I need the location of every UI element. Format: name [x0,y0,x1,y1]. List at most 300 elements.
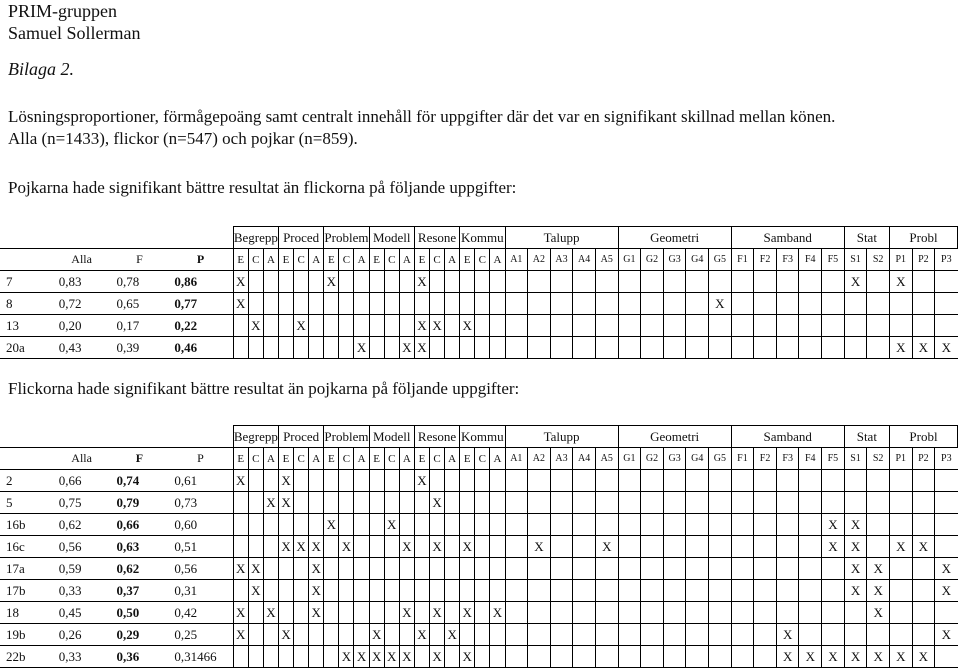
sub-header: A [309,249,324,271]
empty-cell [384,492,399,514]
sub-header: F1 [731,448,754,470]
empty-cell [799,536,822,558]
x-mark: X [709,293,732,315]
empty-cell [618,646,641,668]
empty-cell [369,514,384,536]
empty-cell [799,602,822,624]
x-mark: X [414,470,429,492]
x-mark: X [399,646,414,668]
empty-cell [339,293,354,315]
empty-cell [233,580,248,602]
empty-cell [460,337,475,359]
empty-cell [663,646,686,668]
empty-cell [294,337,309,359]
author-name: Samuel Sollerman [8,23,141,43]
empty-cell [309,646,324,668]
x-mark: X [278,492,293,514]
stat-header-alla: Alla [53,448,111,470]
empty-cell [445,492,460,514]
sub-header: F5 [822,448,845,470]
empty-cell [490,293,505,315]
empty-cell [550,470,573,492]
empty-cell [641,536,664,558]
x-mark: X [233,271,248,293]
empty-cell [731,271,754,293]
x-mark: X [233,624,248,646]
empty-cell [776,514,799,536]
empty-cell [309,315,324,337]
empty-cell [935,492,958,514]
empty-cell [573,293,596,315]
task-header-spacer [0,249,53,271]
empty-cell [731,514,754,536]
x-mark: X [324,271,339,293]
empty-cell [460,470,475,492]
empty-cell [309,293,324,315]
empty-cell [912,514,935,536]
empty-cell [799,293,822,315]
empty-cell [490,580,505,602]
sub-header: G5 [709,448,732,470]
empty-cell [263,646,278,668]
value-p: 0,86 [168,271,233,293]
empty-cell [550,624,573,646]
sub-header: A2 [528,448,551,470]
value-f: 0,79 [111,492,169,514]
empty-cell [233,492,248,514]
x-mark: X [369,624,384,646]
sub-header: E [233,448,248,470]
group-header: Samband [731,426,844,448]
sub-header: F5 [822,249,845,271]
empty-cell [889,315,912,337]
empty-cell [445,315,460,337]
empty-cell [505,580,528,602]
empty-cell [709,602,732,624]
x-mark: X [399,602,414,624]
empty-cell [641,337,664,359]
empty-cell [505,470,528,492]
empty-cell [935,271,958,293]
x-mark: X [309,580,324,602]
empty-cell [445,602,460,624]
empty-cell [324,492,339,514]
empty-cell [354,558,369,580]
empty-cell [248,624,263,646]
empty-cell [294,470,309,492]
empty-cell [776,271,799,293]
x-mark: X [867,558,890,580]
empty-cell [490,514,505,536]
empty-cell [663,337,686,359]
sub-header: A [445,249,460,271]
sub-header: A3 [550,448,573,470]
task-number: 13 [0,315,53,337]
sub-header: P3 [935,249,958,271]
empty-cell [912,602,935,624]
empty-cell [414,293,429,315]
empty-cell [822,492,845,514]
x-mark: X [460,536,475,558]
empty-cell [550,492,573,514]
x-mark: X [248,558,263,580]
empty-cell [278,315,293,337]
empty-cell [618,470,641,492]
table-row [0,558,958,580]
value-f: 0,62 [111,558,169,580]
empty-cell [663,470,686,492]
sub-header: G4 [686,448,709,470]
empty-cell [595,337,618,359]
empty-cell [399,558,414,580]
value-f: 0,63 [111,536,169,558]
value-p: 0,31 [168,580,233,602]
x-mark: X [233,602,248,624]
empty-cell [686,602,709,624]
empty-cell [445,271,460,293]
empty-cell [595,646,618,668]
empty-cell [339,580,354,602]
empty-cell [309,337,324,359]
empty-cell [263,470,278,492]
empty-cell [573,646,596,668]
empty-cell [505,315,528,337]
group-header: Stat [844,426,889,448]
empty-cell [278,337,293,359]
x-mark: X [233,470,248,492]
empty-cell [505,492,528,514]
empty-cell [595,580,618,602]
empty-cell [731,337,754,359]
empty-cell [686,337,709,359]
header-spacer [0,227,233,249]
sub-header: A [309,448,324,470]
empty-cell [528,470,551,492]
empty-cell [430,514,445,536]
sub-header: E [414,249,429,271]
x-mark: X [430,492,445,514]
empty-cell [505,558,528,580]
empty-cell [754,558,777,580]
sub-header: F2 [754,249,777,271]
empty-cell [233,536,248,558]
empty-cell [595,602,618,624]
x-mark: X [528,536,551,558]
empty-cell [445,470,460,492]
sub-header: A [445,448,460,470]
empty-cell [430,337,445,359]
empty-cell [686,624,709,646]
x-mark: X [278,624,293,646]
empty-cell [278,293,293,315]
empty-cell [294,492,309,514]
empty-cell [475,492,490,514]
empty-cell [709,337,732,359]
empty-cell [754,470,777,492]
empty-cell [731,470,754,492]
empty-cell [573,624,596,646]
x-mark: X [354,646,369,668]
empty-cell [369,271,384,293]
sub-header: F4 [799,448,822,470]
value-alla: 0,26 [53,624,111,646]
sub-header: F3 [776,448,799,470]
empty-cell [573,580,596,602]
empty-cell [550,602,573,624]
x-mark: X [595,536,618,558]
group-header: Problem [324,227,369,249]
group-header: Proced [278,227,323,249]
empty-cell [384,271,399,293]
empty-cell [399,492,414,514]
empty-cell [889,470,912,492]
empty-cell [686,558,709,580]
x-mark: X [430,646,445,668]
empty-cell [663,492,686,514]
x-mark: X [844,558,867,580]
empty-cell [490,337,505,359]
table-row [0,602,958,624]
empty-cell [912,624,935,646]
empty-cell [686,514,709,536]
sub-header: C [384,448,399,470]
task-number: 18 [0,602,53,624]
empty-cell [263,580,278,602]
table-row [0,580,958,602]
empty-cell [430,271,445,293]
x-mark: X [309,558,324,580]
empty-cell [573,514,596,536]
x-mark: X [233,293,248,315]
group-header: Resone [414,426,459,448]
group-header: Talupp [505,227,618,249]
empty-cell [505,646,528,668]
empty-cell [490,492,505,514]
x-mark: X [354,337,369,359]
empty-cell [799,558,822,580]
empty-cell [709,271,732,293]
empty-cell [595,624,618,646]
empty-cell [475,602,490,624]
value-f: 0,78 [111,271,169,293]
empty-cell [935,470,958,492]
empty-cell [844,470,867,492]
group-header: Geometri [618,227,731,249]
empty-cell [799,337,822,359]
empty-cell [294,293,309,315]
x-mark: X [844,514,867,536]
empty-cell [505,536,528,558]
empty-cell [399,514,414,536]
empty-cell [754,646,777,668]
empty-cell [799,271,822,293]
empty-cell [686,271,709,293]
sub-header: C [475,249,490,271]
empty-cell [324,602,339,624]
empty-cell [663,271,686,293]
empty-cell [686,470,709,492]
empty-cell [324,536,339,558]
empty-cell [490,315,505,337]
sub-header: P3 [935,448,958,470]
value-p: 0,22 [168,315,233,337]
empty-cell [294,646,309,668]
empty-cell [663,536,686,558]
empty-cell [595,558,618,580]
sub-header: A1 [505,249,528,271]
empty-cell [505,624,528,646]
empty-cell [754,602,777,624]
empty-cell [475,337,490,359]
empty-cell [776,470,799,492]
sub-header: E [233,249,248,271]
x-mark: X [324,514,339,536]
empty-cell [776,492,799,514]
empty-cell [867,624,890,646]
empty-cell [339,514,354,536]
x-mark: X [935,337,958,359]
empty-cell [445,514,460,536]
empty-cell [445,580,460,602]
intro-line-2: Alla (n=1433), flickor (n=547) och pojkar (n=859). [8,129,358,148]
empty-cell [324,624,339,646]
sub-header: A3 [550,249,573,271]
empty-cell [754,580,777,602]
empty-cell [550,558,573,580]
empty-cell [414,558,429,580]
x-mark: X [430,536,445,558]
empty-cell [573,558,596,580]
empty-cell [248,646,263,668]
empty-cell [384,624,399,646]
empty-cell [663,602,686,624]
sub-header: E [460,448,475,470]
empty-cell [430,624,445,646]
empty-cell [822,558,845,580]
empty-cell [844,492,867,514]
empty-cell [641,492,664,514]
empty-cell [354,514,369,536]
empty-cell [663,315,686,337]
empty-cell [822,470,845,492]
value-p: 0,61 [168,470,233,492]
empty-cell [776,602,799,624]
empty-cell [686,580,709,602]
sub-header: A [399,249,414,271]
empty-cell [528,293,551,315]
x-mark: X [822,514,845,536]
empty-cell [414,646,429,668]
sub-header: E [369,249,384,271]
empty-cell [369,602,384,624]
empty-cell [263,337,278,359]
table-row [0,536,958,558]
x-mark: X [399,337,414,359]
value-p: 0,42 [168,602,233,624]
task-number: 17b [0,580,53,602]
task-number: 19b [0,624,53,646]
empty-cell [912,492,935,514]
x-mark: X [889,337,912,359]
sub-header: S1 [844,249,867,271]
empty-cell [528,271,551,293]
table-row [0,271,958,293]
empty-cell [339,315,354,337]
task-number: 2 [0,470,53,492]
sub-header: P1 [889,249,912,271]
empty-cell [799,580,822,602]
empty-cell [248,536,263,558]
empty-cell [799,315,822,337]
empty-cell [822,580,845,602]
x-mark: X [430,602,445,624]
task-number: 8 [0,293,53,315]
sub-header: A4 [573,249,596,271]
empty-cell [505,293,528,315]
x-mark: X [912,536,935,558]
sub-header: P2 [912,249,935,271]
empty-cell [430,470,445,492]
empty-cell [663,580,686,602]
empty-cell [844,293,867,315]
empty-cell [294,558,309,580]
empty-cell [799,492,822,514]
value-alla: 0,33 [53,580,111,602]
empty-cell [935,514,958,536]
empty-cell [731,580,754,602]
sub-header: C [430,448,445,470]
sub-header: A2 [528,249,551,271]
empty-cell [641,315,664,337]
empty-cell [550,293,573,315]
x-mark: X [889,646,912,668]
sub-header: G1 [618,249,641,271]
empty-cell [354,271,369,293]
empty-cell [844,624,867,646]
empty-cell [573,602,596,624]
x-mark: X [263,492,278,514]
empty-cell [369,470,384,492]
x-mark: X [294,536,309,558]
table-row [0,470,958,492]
x-mark: X [844,646,867,668]
empty-cell [618,293,641,315]
sub-header: F2 [754,448,777,470]
empty-cell [490,646,505,668]
sub-header: G4 [686,249,709,271]
empty-cell [595,271,618,293]
empty-cell [867,492,890,514]
empty-cell [550,646,573,668]
header-spacer [0,426,233,448]
sub-header: A1 [505,448,528,470]
x-mark: X [935,580,958,602]
empty-cell [505,602,528,624]
empty-cell [475,558,490,580]
value-p: 0,51 [168,536,233,558]
value-p: 0,60 [168,514,233,536]
empty-cell [384,337,399,359]
empty-cell [233,337,248,359]
empty-cell [641,293,664,315]
sub-header-row [0,448,958,470]
empty-cell [384,536,399,558]
sub-header: G1 [618,448,641,470]
x-mark: X [935,558,958,580]
sub-header: S1 [844,448,867,470]
x-mark: X [248,580,263,602]
stat-header-p: P [168,249,233,271]
